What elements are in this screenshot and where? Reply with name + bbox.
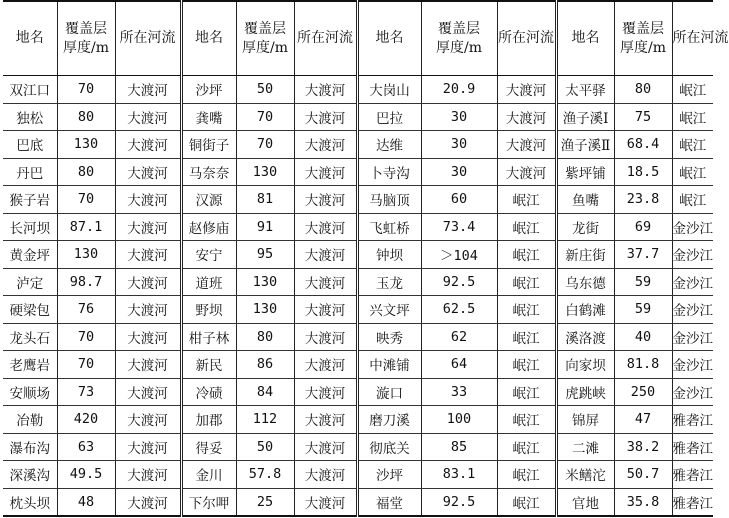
thickness-cell: 95 <box>236 241 294 269</box>
river-cell: 大渡河 <box>294 158 357 186</box>
thickness-cell: 63 <box>57 433 115 461</box>
place-cell: 黄金坪 <box>3 241 57 269</box>
river-cell: 大渡河 <box>115 131 181 159</box>
table-row <box>3 131 713 159</box>
table-row <box>3 241 713 269</box>
table-row <box>3 268 713 296</box>
river-cell: 岷江 <box>497 461 556 489</box>
river-cell: 大渡河 <box>115 296 181 324</box>
place-cell: 猴子岩 <box>3 186 57 214</box>
river-cell: 大渡河 <box>294 461 357 489</box>
river-cell: 大渡河 <box>497 158 556 186</box>
header-river <box>294 1 357 76</box>
thickness-cell: 75 <box>614 103 672 131</box>
thickness-cell: 30 <box>421 103 497 131</box>
thickness-cell: 130 <box>236 268 294 296</box>
thickness-cell: 68.4 <box>614 131 672 159</box>
place-cell: 枕头坝 <box>9 495 50 512</box>
river-cell: 大渡河 <box>294 488 357 516</box>
thickness-cell: 62.5 <box>421 296 497 324</box>
thickness-cell: 70 <box>236 131 294 159</box>
thickness-cell: ＞104 <box>421 241 497 269</box>
thickness-cell: 37.7 <box>614 241 672 269</box>
river-cell: 金沙江 <box>672 213 713 241</box>
thickness-cell: 420 <box>57 406 115 434</box>
table-row <box>3 351 713 379</box>
place-cell: 瀑布沟 <box>3 433 57 461</box>
river-cell: 大渡河 <box>115 378 181 406</box>
place-cell: 虎跳峡 <box>556 378 614 406</box>
thickness-cell: 81 <box>236 186 294 214</box>
place-cell: 官地 <box>556 488 614 516</box>
place-cell: 福堂 <box>357 488 421 516</box>
place-cell: 太平驿 <box>556 76 614 104</box>
header-label: 厚度/m <box>63 39 109 56</box>
place-cell: 丹巴 <box>3 158 57 186</box>
place-cell: 飞虹桥 <box>357 213 421 241</box>
thickness-cell: 25 <box>236 488 294 516</box>
place-cell: 安顺场 <box>3 378 57 406</box>
thickness-cell: 73.4 <box>421 213 497 241</box>
river-cell: 大渡河 <box>294 378 357 406</box>
river-cell: 大渡河 <box>115 76 181 104</box>
thickness-cell: 50 <box>236 433 294 461</box>
header-thickness <box>236 1 294 76</box>
river-cell: 大渡河 <box>497 76 556 104</box>
thickness-cell: 33 <box>421 378 497 406</box>
place-cell: 马奈奈 <box>181 158 236 186</box>
thickness-cell: 112 <box>236 406 294 434</box>
place-cell: 双江口 <box>3 76 57 104</box>
place-cell: 玉龙 <box>357 268 421 296</box>
header-place <box>556 1 614 76</box>
table-row <box>3 378 713 406</box>
river-cell: 岷江 <box>497 488 556 516</box>
place-cell: 沙坪 <box>357 461 421 489</box>
place-cell: 道班 <box>181 268 236 296</box>
place-cell: 长河坝 <box>3 213 57 241</box>
table-row <box>3 406 713 434</box>
header-label: 地名 <box>195 30 223 46</box>
place-cell: 赵修庙 <box>181 213 236 241</box>
river-cell: 岷江 <box>497 378 556 406</box>
thickness-cell: 59 <box>614 296 672 324</box>
place-cell: 二滩 <box>556 433 614 461</box>
thickness-cell: 85 <box>421 433 497 461</box>
table-row <box>3 213 713 241</box>
river-cell: 大渡河 <box>294 213 357 241</box>
place-cell: 新民 <box>181 351 236 379</box>
thickness-cell: 62 <box>421 323 497 351</box>
place-cell: 独松 <box>3 103 57 131</box>
river-cell: 大渡河 <box>115 213 181 241</box>
thickness-cell: 69 <box>614 213 672 241</box>
place-cell: 龚嘴 <box>181 103 236 131</box>
table-row <box>3 296 713 324</box>
place-cell: 沙坪 <box>181 76 236 104</box>
river-cell: 金沙江 <box>672 351 713 379</box>
place-cell: 渔子溪Ⅰ <box>556 103 614 131</box>
thickness-cell: 38.2 <box>614 433 672 461</box>
thickness-cell: 80 <box>614 76 672 104</box>
thickness-cell: 35.8 <box>614 488 672 516</box>
river-cell: 岷江 <box>497 186 556 214</box>
header-label: 地名 <box>15 30 44 46</box>
place-cell: 漩口 <box>357 378 421 406</box>
river-cell: 大渡河 <box>115 488 181 516</box>
river-cell: 大渡河 <box>115 268 181 296</box>
river-cell: 雅砻江 <box>672 406 713 434</box>
thickness-cell: 250 <box>614 378 672 406</box>
thickness-cell: 80 <box>57 158 115 186</box>
place-cell: 磨刀溪 <box>357 406 421 434</box>
river-cell: 金沙江 <box>672 296 713 324</box>
river-cell: 大渡河 <box>294 186 357 214</box>
thickness-cell: 70 <box>57 186 115 214</box>
thickness-cell: 47 <box>614 406 672 434</box>
thickness-cell: 57.8 <box>236 461 294 489</box>
place-cell: 冷碛 <box>181 378 236 406</box>
place-cell: 渔子溪Ⅱ <box>556 131 614 159</box>
header-label: 覆盖层 <box>65 20 107 37</box>
place-cell: 彻底关 <box>357 433 421 461</box>
river-cell: 大渡河 <box>497 103 556 131</box>
thickness-cell: 50 <box>236 76 294 104</box>
place-cell: 龙头石 <box>3 323 57 351</box>
thickness-cell: 130 <box>236 158 294 186</box>
river-cell: 大渡河 <box>115 158 181 186</box>
header-river <box>672 1 729 76</box>
thickness-cell: 100 <box>421 406 497 434</box>
thickness-cell: 70 <box>57 323 115 351</box>
river-cell: 大渡河 <box>294 103 357 131</box>
place-cell: 新庄街 <box>556 241 614 269</box>
place-cell: 达维 <box>357 131 421 159</box>
header-place <box>3 1 57 76</box>
thickness-cell: 73 <box>57 378 115 406</box>
header-label: 厚度/m <box>436 39 482 56</box>
river-cell: 岷江 <box>497 406 556 434</box>
place-cell: 野坝 <box>181 296 236 324</box>
river-cell: 大渡河 <box>497 131 556 159</box>
table-row <box>3 461 713 489</box>
header-river <box>115 1 181 76</box>
river-cell: 大渡河 <box>294 76 357 104</box>
header-label: 所在河流 <box>672 30 729 46</box>
overburden-thickness-table <box>3 0 729 517</box>
river-cell: 大渡河 <box>294 406 357 434</box>
river-cell: 岷江 <box>672 76 713 104</box>
place-cell: 安宁 <box>181 241 236 269</box>
river-cell: 大渡河 <box>294 131 357 159</box>
place-cell: 紫坪铺 <box>556 158 614 186</box>
table-row <box>3 433 713 461</box>
place-cell: 白鹤滩 <box>556 296 614 324</box>
place-cell: 巴底 <box>3 131 57 159</box>
river-cell: 大渡河 <box>294 296 357 324</box>
table-row <box>3 323 713 351</box>
river-cell: 大渡河 <box>115 186 181 214</box>
river-cell: 大渡河 <box>115 103 181 131</box>
river-cell: 岷江 <box>672 158 713 186</box>
place-cell: 巴拉 <box>357 103 421 131</box>
place-cell: 铜街子 <box>181 131 236 159</box>
thickness-cell: 130 <box>236 296 294 324</box>
river-cell: 金沙江 <box>672 323 713 351</box>
thickness-cell: 76 <box>57 296 115 324</box>
river-cell: 雅砻江 <box>672 461 713 489</box>
thickness-cell: 23.8 <box>614 186 672 214</box>
river-cell: 大渡河 <box>294 433 357 461</box>
header-label: 覆盖层 <box>622 20 664 37</box>
river-cell: 大渡河 <box>294 268 357 296</box>
place-cell: 深溪沟 <box>3 461 57 489</box>
table-row <box>3 186 713 214</box>
header-label: 所在河流 <box>498 30 554 46</box>
river-cell: 岷江 <box>672 131 713 159</box>
river-cell: 岷江 <box>497 241 556 269</box>
river-cell: 大渡河 <box>115 406 181 434</box>
place-cell: 硬梁包 <box>3 296 57 324</box>
table-row <box>3 76 713 104</box>
river-cell: 大渡河 <box>294 323 357 351</box>
thickness-cell: 70 <box>57 76 115 104</box>
header-river <box>497 1 556 76</box>
header-label: 地名 <box>375 30 404 46</box>
place-cell: 向家坝 <box>556 351 614 379</box>
thickness-cell: 81.8 <box>614 351 672 379</box>
river-cell: 金沙江 <box>672 241 713 269</box>
river-cell: 金沙江 <box>672 268 713 296</box>
thickness-cell: 30 <box>421 158 497 186</box>
header-label: 厚度/m <box>242 39 288 56</box>
river-cell: 大渡河 <box>115 323 181 351</box>
thickness-cell: 30 <box>421 131 497 159</box>
river-cell: 岷江 <box>497 323 556 351</box>
header-thickness <box>421 1 497 76</box>
thickness-cell: 87.1 <box>57 213 115 241</box>
thickness-cell: 98.7 <box>57 268 115 296</box>
place-cell: 中滩铺 <box>357 351 421 379</box>
place-cell: 兴文坪 <box>357 296 421 324</box>
river-cell: 大渡河 <box>115 433 181 461</box>
river-cell: 大渡河 <box>115 461 181 489</box>
place-cell: 锦屏 <box>556 406 614 434</box>
table-body <box>3 76 713 517</box>
thickness-cell: 84 <box>236 378 294 406</box>
thickness-cell: 80 <box>57 103 115 131</box>
thickness-cell: 70 <box>57 351 115 379</box>
thickness-cell: 59 <box>614 268 672 296</box>
thickness-cell: 49.5 <box>57 461 115 489</box>
thickness-cell: 64 <box>421 351 497 379</box>
place-cell: 乌东德 <box>556 268 614 296</box>
river-cell: 岷江 <box>497 351 556 379</box>
header-thickness <box>614 1 672 76</box>
place-cell: 冶勒 <box>3 406 57 434</box>
place-cell: 泸定 <box>3 268 57 296</box>
place-cell: 马脑顶 <box>357 186 421 214</box>
place-cell: 下尔呷 <box>181 488 236 516</box>
place-cell: 老鹰岩 <box>3 351 57 379</box>
table-row <box>3 103 713 131</box>
header-label: 覆盖层 <box>244 20 286 37</box>
place-cell: 大岗山 <box>357 76 421 104</box>
header-label: 覆盖层 <box>438 20 480 37</box>
thickness-cell: 18.5 <box>614 158 672 186</box>
thickness-cell: 20.9 <box>421 76 497 104</box>
river-cell: 岷江 <box>672 103 713 131</box>
place-cell: 米鳝沱 <box>556 461 614 489</box>
header-place <box>181 1 236 76</box>
thickness-cell: 80 <box>236 323 294 351</box>
header-thickness <box>57 1 115 76</box>
thickness-cell: 92.5 <box>421 268 497 296</box>
river-cell: 雅砻江 <box>672 433 713 461</box>
thickness-cell: 92.5 <box>421 488 497 516</box>
place-cell: 卜寺沟 <box>357 158 421 186</box>
river-cell: 大渡河 <box>294 241 357 269</box>
header-label: 地名 <box>571 30 600 46</box>
thickness-cell: 86 <box>236 351 294 379</box>
river-cell: 岷江 <box>497 213 556 241</box>
thickness-cell: 130 <box>57 131 115 159</box>
place-cell: 加郡 <box>181 406 236 434</box>
place-cell: 金川 <box>181 461 236 489</box>
place-cell: 柑子林 <box>181 323 236 351</box>
place-cell: 溪洛渡 <box>556 323 614 351</box>
place-cell: 龙街 <box>556 213 614 241</box>
thickness-cell: 48 <box>57 488 115 516</box>
thickness-cell: 83.1 <box>421 461 497 489</box>
thickness-cell: 130 <box>57 241 115 269</box>
place-cell: 鱼嘴 <box>556 186 614 214</box>
river-cell: 雅砻江 <box>672 488 713 516</box>
place-cell: 映秀 <box>357 323 421 351</box>
river-cell: 岷江 <box>497 268 556 296</box>
thickness-cell: 50.7 <box>614 461 672 489</box>
river-cell: 岷江 <box>497 296 556 324</box>
header-row <box>3 1 713 76</box>
river-cell: 大渡河 <box>115 241 181 269</box>
thickness-cell: 40 <box>614 323 672 351</box>
thickness-cell: 91 <box>236 213 294 241</box>
river-cell: 岷江 <box>672 186 713 214</box>
river-cell: 大渡河 <box>294 351 357 379</box>
thickness-cell: 60 <box>421 186 497 214</box>
thickness-table-sheet <box>3 0 729 514</box>
place-cell: 汉源 <box>181 186 236 214</box>
river-cell: 岷江 <box>497 433 556 461</box>
header-label: 所在河流 <box>297 30 353 46</box>
header-label: 厚度/m <box>620 39 666 56</box>
thickness-cell: 70 <box>236 103 294 131</box>
table-row <box>3 158 713 186</box>
table-row <box>3 488 713 516</box>
river-cell: 金沙江 <box>672 378 713 406</box>
place-cell: 钟坝 <box>357 241 421 269</box>
header-label: 所在河流 <box>119 30 176 46</box>
place-cell: 得妥 <box>181 433 236 461</box>
river-cell: 大渡河 <box>115 351 181 379</box>
header-place <box>357 1 421 76</box>
